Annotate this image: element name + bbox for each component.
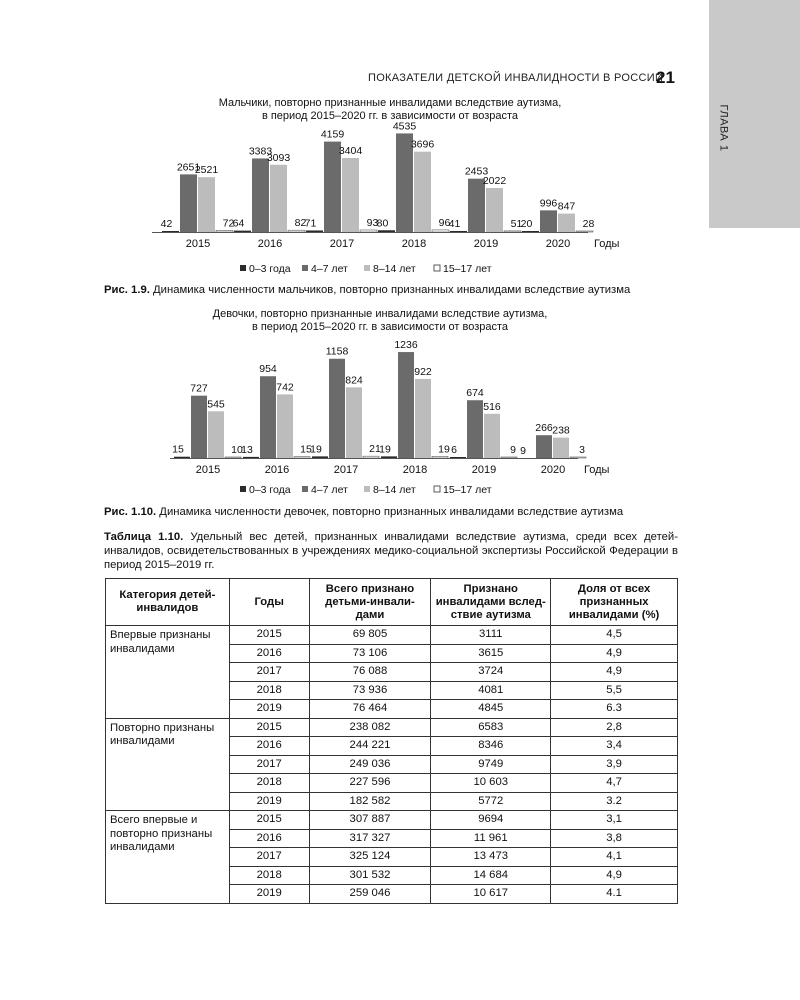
figure-caption-1-9-text: Динамика численности мальчиков, повторно признанных инвалидами вследствие аутизма <box>149 284 631 296</box>
total-cell: 76 088 <box>309 663 431 682</box>
bar-2015-series-3 <box>216 230 233 232</box>
data-label: 19 <box>379 443 391 456</box>
x-axis-label: Годы <box>584 464 610 476</box>
header-category: Категория детей-инвалидов <box>106 579 230 626</box>
data-label: 1158 <box>325 345 349 358</box>
bar-2019-series-2 <box>484 414 500 458</box>
bar-2017-series-2 <box>342 158 359 232</box>
category-cell: Всего впервые и повторно признаны инвалидами <box>106 811 230 904</box>
data-label: 72 <box>222 217 235 230</box>
data-label: 2521 <box>194 164 219 177</box>
table-body <box>106 626 678 904</box>
year-cell: 2019 <box>229 700 309 719</box>
bar-2018-series-0 <box>381 456 397 458</box>
total-cell: 227 596 <box>309 774 431 793</box>
total-cell: 325 124 <box>309 848 431 867</box>
data-label: 80 <box>376 217 389 230</box>
data-label: 3 <box>579 444 585 456</box>
share-cell: 3,9 <box>551 755 678 774</box>
figure-caption-1-9 <box>104 284 630 296</box>
bar-2016-series-3 <box>294 457 310 458</box>
autism-cell: 6583 <box>431 718 551 737</box>
year-cell: 2015 <box>229 811 309 830</box>
data-label: 6 <box>451 444 457 456</box>
x-tick-label: 2020 <box>545 238 571 250</box>
data-label: 2022 <box>482 175 507 188</box>
data-label: 4535 <box>392 120 417 133</box>
data-label: 93 <box>366 216 379 229</box>
header-years: Годы <box>229 579 309 626</box>
bar-2018-series-2 <box>414 152 431 232</box>
share-cell: 4.1 <box>551 885 678 904</box>
bar-2020-series-1 <box>540 210 557 232</box>
data-label: 2453 <box>464 165 489 178</box>
bar-2019-series-0 <box>450 231 467 232</box>
data-label: 9 <box>510 444 516 456</box>
table-caption <box>104 530 678 572</box>
x-tick-label: 2018 <box>401 238 427 250</box>
table-row <box>106 811 678 830</box>
data-label: 824 <box>345 374 363 387</box>
bar-2017-series-1 <box>329 359 345 458</box>
year-cell: 2017 <box>229 755 309 774</box>
share-cell: 3,4 <box>551 737 678 756</box>
legend-swatch <box>364 265 370 271</box>
bar-2020-series-1 <box>536 435 552 458</box>
chapter-tab-label <box>717 100 732 160</box>
total-cell: 259 046 <box>309 885 431 904</box>
bar-2020-series-3 <box>576 231 593 232</box>
table-row <box>106 626 678 645</box>
share-cell: 4,9 <box>551 644 678 663</box>
data-label: 2651 <box>176 161 201 174</box>
x-tick-label: 2015 <box>195 464 221 476</box>
x-tick-label: 2016 <box>264 464 290 476</box>
autism-cell: 8346 <box>431 737 551 756</box>
data-label: 922 <box>414 365 432 378</box>
autism-cell: 10 603 <box>431 774 551 793</box>
bar-2017-series-3 <box>363 456 379 458</box>
chart-girls-autism <box>100 305 700 500</box>
bar-2019-series-0 <box>450 457 466 458</box>
x-tick-label: 2018 <box>402 464 428 476</box>
data-label: 15 <box>300 443 312 456</box>
bar-2017-series-3 <box>360 230 377 232</box>
category-cell: Повторно признаны инвалидами <box>106 718 230 811</box>
autism-cell: 3111 <box>431 626 551 645</box>
bar-2015-series-0 <box>162 231 179 232</box>
x-tick-label: 2015 <box>185 238 211 250</box>
bar-2020-series-2 <box>553 438 569 458</box>
autism-cell: 4845 <box>431 700 551 719</box>
bar-2019-series-3 <box>504 231 521 232</box>
legend-swatch <box>240 265 246 271</box>
data-label: 4159 <box>320 128 345 141</box>
bar-2015-series-3 <box>225 457 241 458</box>
share-cell: 3,1 <box>551 811 678 830</box>
legend-entry: 15–17 лет <box>443 263 492 275</box>
table-caption-text: Удельный вес детей, признанных инвалидами вследствие аутизма, среди всех детей-инвалидов, освидетельствованных в учреждениях медико-социальной экспертизы Российской Федерации в период 2015–2019 гг. <box>104 531 678 571</box>
chart-title: Мальчики, повторно признанные инвалидами вследствие аутизма, <box>218 97 562 109</box>
data-label: 516 <box>483 400 501 413</box>
table-header-row <box>106 579 678 626</box>
data-label: 3696 <box>410 138 435 151</box>
share-cell: 5,5 <box>551 681 678 700</box>
year-cell: 2019 <box>229 885 309 904</box>
bar-2020-series-0 <box>522 231 539 232</box>
legend-swatch <box>302 486 308 492</box>
autism-cell: 10 617 <box>431 885 551 904</box>
legend-entry: 4–7 лет <box>311 484 348 496</box>
year-cell: 2018 <box>229 774 309 793</box>
share-cell: 2,8 <box>551 718 678 737</box>
data-label: 954 <box>259 363 277 376</box>
autism-cell: 4081 <box>431 681 551 700</box>
chart-title: Девочки, повторно признанные инвалидами вследствие аутизма, <box>212 308 548 320</box>
data-label: 41 <box>448 218 461 230</box>
bar-2015-series-2 <box>208 411 224 458</box>
bar-2016-series-1 <box>252 158 269 232</box>
figure-caption-1-10-text: Динамика численности девочек, повторно признанных инвалидами вследствие аутизма <box>156 506 624 518</box>
legend-entry: 8–14 лет <box>373 484 416 496</box>
chart-subtitle: в период 2015–2020 гг. в зависимости от возраста <box>261 110 519 122</box>
total-cell: 249 036 <box>309 755 431 774</box>
data-label: 847 <box>557 200 576 213</box>
bar-2016-series-2 <box>277 394 293 458</box>
total-cell: 301 532 <box>309 866 431 885</box>
running-title: ПОКАЗАТЕЛИ ДЕТСКОЙ ИНВАЛИДНОСТИ В РОССИИ <box>368 72 664 84</box>
autism-share-table <box>105 578 678 904</box>
figure-caption-1-10-label: Рис. 1.10. <box>104 506 157 518</box>
autism-cell: 13 473 <box>431 848 551 867</box>
data-label: 96 <box>438 216 451 229</box>
share-cell: 3.2 <box>551 792 678 811</box>
data-label: 742 <box>276 381 294 394</box>
total-cell: 69 805 <box>309 626 431 645</box>
year-cell: 2016 <box>229 829 309 848</box>
bar-2016-series-3 <box>288 230 305 232</box>
total-cell: 244 221 <box>309 737 431 756</box>
share-cell: 4,7 <box>551 774 678 793</box>
data-label: 9 <box>520 445 526 457</box>
bar-2015-series-2 <box>198 177 215 232</box>
legend-swatch <box>364 486 370 492</box>
autism-cell: 5772 <box>431 792 551 811</box>
x-axis-label: Годы <box>594 238 620 250</box>
bar-2016-series-0 <box>243 457 259 458</box>
year-cell: 2017 <box>229 848 309 867</box>
data-label: 51 <box>510 217 523 230</box>
figure-caption-1-10 <box>104 506 623 518</box>
data-label: 82 <box>294 217 307 230</box>
bar-2016-series-2 <box>270 165 287 232</box>
year-cell: 2017 <box>229 663 309 682</box>
bar-2019-series-2 <box>486 188 503 232</box>
share-cell: 4,1 <box>551 848 678 867</box>
figure-caption-1-9-label: Рис. 1.9. <box>104 284 150 296</box>
table-caption-label: Таблица 1.10. <box>104 531 184 543</box>
year-cell: 2019 <box>229 792 309 811</box>
data-label: 71 <box>304 217 317 230</box>
legend-entry: 0–3 года <box>249 484 291 496</box>
data-label: 727 <box>190 382 208 395</box>
bar-2015-series-0 <box>174 457 190 458</box>
data-label: 20 <box>520 218 533 230</box>
header-autism: Признано инвалидами вслед-ствие аутизма <box>431 579 551 626</box>
legend-entry: 15–17 лет <box>443 484 492 496</box>
bar-2019-series-3 <box>501 457 517 458</box>
data-label: 21 <box>369 443 381 456</box>
autism-cell: 9694 <box>431 811 551 830</box>
bar-2017-series-0 <box>306 230 323 232</box>
year-cell: 2015 <box>229 626 309 645</box>
data-label: 1236 <box>394 339 418 352</box>
bar-2018-series-2 <box>415 379 431 458</box>
page-number: 21 <box>656 68 675 87</box>
data-label: 19 <box>310 443 322 456</box>
bar-2018-series-1 <box>398 352 414 458</box>
legend-swatch <box>434 265 440 271</box>
total-cell: 182 582 <box>309 792 431 811</box>
total-cell: 238 082 <box>309 718 431 737</box>
total-cell: 76 464 <box>309 700 431 719</box>
total-cell: 73 936 <box>309 681 431 700</box>
x-tick-label: 2016 <box>257 238 283 250</box>
data-label: 545 <box>207 398 225 411</box>
data-label: 28 <box>582 218 595 230</box>
bar-2015-series-1 <box>191 396 207 458</box>
chart-subtitle: в период 2015–2020 гг. в зависимости от возраста <box>251 321 509 333</box>
share-cell: 3,8 <box>551 829 678 848</box>
data-label: 674 <box>466 387 484 400</box>
bar-2018-series-3 <box>432 456 448 458</box>
bar-2019-series-1 <box>467 400 483 458</box>
chapter-tab-text: ГЛАВА 1 <box>717 104 730 152</box>
year-cell: 2016 <box>229 644 309 663</box>
legend-swatch <box>434 486 440 492</box>
data-label: 15 <box>172 443 184 456</box>
bar-2017-series-2 <box>346 387 362 458</box>
legend-entry: 0–3 года <box>249 263 291 275</box>
year-cell: 2018 <box>229 681 309 700</box>
data-label: 238 <box>552 424 570 437</box>
data-label: 13 <box>241 443 253 456</box>
data-label: 42 <box>160 218 173 230</box>
legend-entry: 4–7 лет <box>311 263 348 275</box>
autism-cell: 3724 <box>431 663 551 682</box>
bar-2015-series-1 <box>180 174 197 232</box>
data-label: 266 <box>535 422 553 435</box>
legend-swatch <box>240 486 246 492</box>
x-tick-label: 2019 <box>473 238 499 250</box>
autism-cell: 9749 <box>431 755 551 774</box>
data-label: 996 <box>539 197 558 210</box>
bar-2017-series-0 <box>312 456 328 458</box>
data-label: 3404 <box>338 145 363 157</box>
autism-cell: 3615 <box>431 644 551 663</box>
x-tick-label: 2017 <box>333 464 359 476</box>
data-label: 3383 <box>248 145 273 158</box>
x-tick-label: 2019 <box>471 464 497 476</box>
data-label: 19 <box>438 443 450 456</box>
x-tick-label: 2017 <box>329 238 355 250</box>
year-cell: 2016 <box>229 737 309 756</box>
table-row <box>106 718 678 737</box>
category-cell: Впервые признаны инвалидами <box>106 626 230 719</box>
total-cell: 307 887 <box>309 811 431 830</box>
x-tick-label: 2020 <box>540 464 566 476</box>
data-label: 10 <box>231 444 243 456</box>
share-cell: 6.3 <box>551 700 678 719</box>
data-label: 3093 <box>266 151 291 164</box>
year-cell: 2018 <box>229 866 309 885</box>
chart-boys-autism <box>100 96 700 280</box>
bar-2020-series-2 <box>558 214 575 232</box>
bar-2016-series-0 <box>234 231 251 232</box>
data-label: 64 <box>232 217 245 230</box>
share-cell: 4,9 <box>551 663 678 682</box>
header-total: Всего признано детьми-инвали-дами <box>309 579 431 626</box>
share-cell: 4,5 <box>551 626 678 645</box>
header-share: Доля от всех признанных инвалидами (%) <box>551 579 678 626</box>
autism-cell: 14 684 <box>431 866 551 885</box>
share-cell: 4,9 <box>551 866 678 885</box>
bar-2018-series-3 <box>432 230 449 232</box>
total-cell: 73 106 <box>309 644 431 663</box>
year-cell: 2015 <box>229 718 309 737</box>
bar-2020-series-3 <box>570 457 586 458</box>
bar-2018-series-0 <box>378 230 395 232</box>
autism-cell: 11 961 <box>431 829 551 848</box>
total-cell: 317 327 <box>309 829 431 848</box>
legend-swatch <box>302 265 308 271</box>
legend-entry: 8–14 лет <box>373 263 416 275</box>
bar-2016-series-1 <box>260 376 276 458</box>
